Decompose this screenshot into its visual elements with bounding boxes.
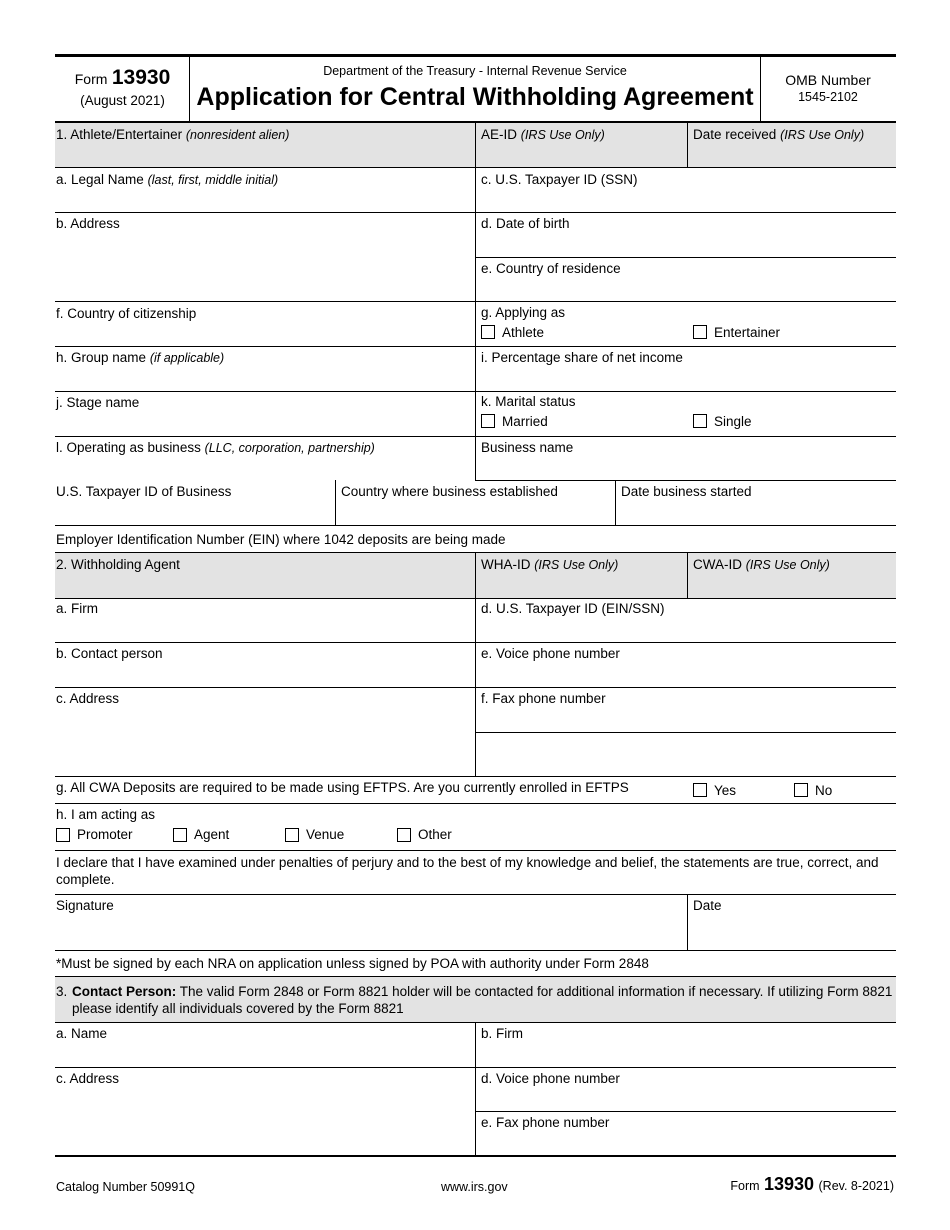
ein-label: Employer Identification Number (EIN) where 1042 deposits are being made <box>56 532 506 547</box>
rule <box>55 803 896 804</box>
venue-checkbox[interactable] <box>285 828 299 842</box>
contact-name-label: a. Name <box>56 1026 108 1041</box>
address-input[interactable] <box>56 234 473 298</box>
cwa-id-divider <box>687 553 688 598</box>
citizenship-label: f. Country of citizenship <box>56 306 197 321</box>
legal-name-input[interactable] <box>56 190 473 210</box>
group-name-input[interactable] <box>56 368 473 388</box>
signature-date-label: Date <box>693 898 722 913</box>
business-country-label: Country where business established <box>341 484 558 499</box>
contact-fax-label: e. Fax phone number <box>481 1115 610 1130</box>
form-title: Application for Central Withholding Agreement <box>196 83 754 111</box>
residence-input[interactable] <box>481 279 894 299</box>
agent-address-input[interactable] <box>56 709 473 773</box>
ae-id-label: AE-ID (IRS Use Only) <box>481 127 605 142</box>
agent-address-label: c. Address <box>56 691 120 706</box>
agent-role-label: Agent <box>194 827 230 842</box>
footer-revision: (Rev. 8-2021) <box>818 1179 894 1193</box>
stage-name-input[interactable] <box>56 413 473 433</box>
business-started-label: Date business started <box>621 484 752 499</box>
footer-form-id <box>730 1174 894 1195</box>
percentage-input[interactable] <box>481 368 894 388</box>
footer-form-number: 13930 <box>763 1174 815 1194</box>
agent-checkbox[interactable] <box>173 828 187 842</box>
business-tin-input[interactable] <box>56 502 333 522</box>
agent-fax-label: f. Fax phone number <box>481 691 606 706</box>
section3-number: 3. <box>56 984 68 999</box>
agent-fax-input[interactable] <box>481 709 894 729</box>
entertainer-label: Entertainer <box>714 325 781 340</box>
form-date: (August 2021) <box>80 93 165 108</box>
section3-heading: Contact Person: The valid Form 2848 or Form 8821 holder will be contacted for additional information if necessary. If utilizing Form 8821 please identify all individuals covered by the Form 8821 <box>72 984 893 1016</box>
section2-heading: 2. Withholding Agent <box>56 557 180 572</box>
taxpayer-id-input[interactable] <box>481 190 894 210</box>
single-checkbox[interactable] <box>693 414 707 428</box>
eftps-yes-checkbox[interactable] <box>693 783 707 797</box>
contact-address-label: c. Address <box>56 1071 120 1086</box>
business-name-input[interactable] <box>481 458 894 478</box>
agency-name: Department of the Treasury - Internal Revenue Service <box>323 64 627 78</box>
rule <box>475 480 896 481</box>
percentage-label: i. Percentage share of net income <box>481 350 683 365</box>
eftps-question: g. All CWA Deposits are required to be made using EFTPS. Are you currently enrolled in EFTPS <box>56 780 629 795</box>
applying-as-label: g. Applying as <box>481 305 566 320</box>
contact-name-input[interactable] <box>56 1044 473 1064</box>
other-label: Other <box>418 827 452 842</box>
marital-status-label: k. Marital status <box>481 394 576 409</box>
signature-date-input[interactable] <box>693 918 894 946</box>
signature-label: Signature <box>56 898 114 913</box>
top-thick-rule <box>55 54 896 57</box>
wha-id-label: WHA-ID (IRS Use Only) <box>481 557 619 572</box>
rule <box>55 950 896 951</box>
business-started-input[interactable] <box>621 502 894 522</box>
bottom-thick-rule <box>55 1155 896 1157</box>
omb-block <box>761 72 895 106</box>
declaration-text: I declare that I have examined under penalties of perjury and to the best of my knowledge and belief, the statements are true, correct, and complete. <box>56 855 879 887</box>
omb-number: 1545-2102 <box>798 90 858 104</box>
operating-business-input[interactable] <box>56 458 473 478</box>
entertainer-checkbox[interactable] <box>693 325 707 339</box>
form-id-block <box>56 66 189 110</box>
agent-voice-label: e. Voice phone number <box>481 646 620 661</box>
residence-label: e. Country of residence <box>481 261 621 276</box>
agent-voice-input[interactable] <box>481 664 894 684</box>
married-label: Married <box>502 414 548 429</box>
signature-date-divider <box>687 894 688 950</box>
athlete-checkbox[interactable] <box>481 325 495 339</box>
contact-voice-input[interactable] <box>481 1089 894 1109</box>
rule <box>55 850 896 851</box>
rule <box>475 732 896 733</box>
contact-fax-input[interactable] <box>481 1133 894 1153</box>
single-label: Single <box>714 414 752 429</box>
eftps-no-label: No <box>815 783 833 798</box>
taxpayer-id-label: c. U.S. Taxpayer ID (SSN) <box>481 172 638 187</box>
promoter-checkbox[interactable] <box>56 828 70 842</box>
promoter-label: Promoter <box>77 827 133 842</box>
catalog-number: Catalog Number 50991Q <box>56 1180 195 1194</box>
section3-center-divider <box>475 1022 476 1155</box>
dob-input[interactable] <box>481 234 894 254</box>
firm-label: a. Firm <box>56 601 98 616</box>
rule <box>55 525 896 526</box>
married-checkbox[interactable] <box>481 414 495 428</box>
operating-business-label: l. Operating as business (LLC, corporation, partnership) <box>56 440 375 455</box>
firm-input[interactable] <box>56 619 473 639</box>
section2-center-divider <box>475 553 476 776</box>
agent-extra-input[interactable] <box>481 740 894 772</box>
form-number: 13930 <box>111 66 171 89</box>
contact-address-input[interactable] <box>56 1089 473 1151</box>
signature-input[interactable] <box>56 918 685 946</box>
legal-name-label: a. Legal Name (last, first, middle initial) <box>56 172 279 187</box>
rule <box>55 776 896 777</box>
irs-website: www.irs.gov <box>441 1180 508 1194</box>
form-word: Form <box>74 71 108 87</box>
business-country-input[interactable] <box>341 502 613 522</box>
rule <box>55 894 896 895</box>
address-label: b. Address <box>56 216 120 231</box>
contact-firm-input[interactable] <box>481 1044 894 1064</box>
section1-heading: 1. Athlete/Entertainer (nonresident alien) <box>56 127 290 142</box>
business-divider-2 <box>615 480 616 525</box>
contact-person-input[interactable] <box>56 664 473 684</box>
rule <box>475 1111 896 1112</box>
citizenship-input[interactable] <box>56 324 473 344</box>
section1-center-divider <box>475 123 476 480</box>
cwa-id-label: CWA-ID (IRS Use Only) <box>693 557 830 572</box>
nra-note: *Must be signed by each NRA on application unless signed by POA with authority under Form 2848 <box>56 956 649 971</box>
business-divider-1 <box>335 480 336 525</box>
contact-firm-label: b. Firm <box>481 1026 523 1041</box>
acting-as-label: h. I am acting as <box>56 807 156 822</box>
eftps-no-checkbox[interactable] <box>794 783 808 797</box>
contact-voice-label: d. Voice phone number <box>481 1071 620 1086</box>
stage-name-label: j. Stage name <box>56 395 140 410</box>
group-name-label: h. Group name (if applicable) <box>56 350 225 365</box>
date-received-label: Date received (IRS Use Only) <box>693 127 865 142</box>
contact-person-label: b. Contact person <box>56 646 163 661</box>
date-received-divider <box>687 123 688 167</box>
eftps-yes-label: Yes <box>714 783 737 798</box>
omb-label: OMB Number <box>785 72 871 88</box>
footer-form-word: Form <box>730 1179 760 1193</box>
rule <box>475 257 896 258</box>
other-checkbox[interactable] <box>397 828 411 842</box>
venue-label: Venue <box>306 827 345 842</box>
agent-taxpayer-id-label: d. U.S. Taxpayer ID (EIN/SSN) <box>481 601 665 616</box>
dob-label: d. Date of birth <box>481 216 570 231</box>
business-tin-label: U.S. Taxpayer ID of Business <box>56 484 232 499</box>
agent-taxpayer-id-input[interactable] <box>481 619 894 639</box>
athlete-label: Athlete <box>502 325 545 340</box>
business-name-label: Business name <box>481 440 574 455</box>
